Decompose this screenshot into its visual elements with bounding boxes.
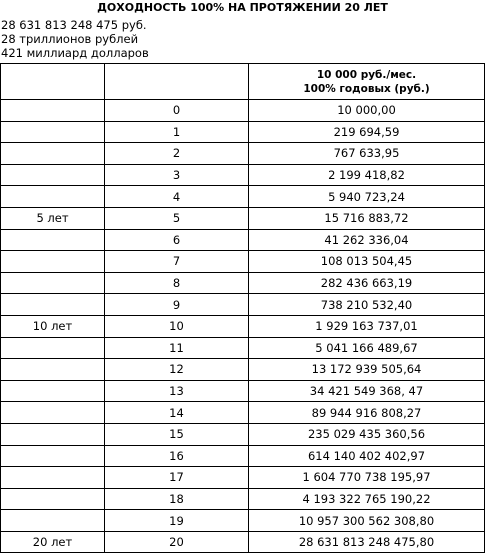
- amount-cell: 5 940 723,24: [249, 186, 485, 208]
- amount-cell: 738 210 532,40: [249, 294, 485, 316]
- table-row: [1, 100, 485, 122]
- table-row: [1, 121, 485, 143]
- period-cell: 20 лет: [1, 531, 105, 553]
- period-cell: [1, 251, 105, 273]
- year-cell: 7: [105, 251, 249, 273]
- table-row: [1, 467, 485, 489]
- table-row: [1, 337, 485, 359]
- header-year-cell: [105, 64, 249, 100]
- table-row: [1, 186, 485, 208]
- year-cell: 10: [105, 315, 249, 337]
- amount-cell: 4 193 322 765 190,22: [249, 488, 485, 510]
- header-period-cell: [1, 64, 105, 100]
- amount-cell: 282 436 663,19: [249, 272, 485, 294]
- header-amount-cell: [249, 64, 485, 100]
- table-body: [1, 64, 485, 553]
- amount-cell: 219 694,59: [249, 121, 485, 143]
- table-row: [1, 315, 485, 337]
- table-row: [1, 510, 485, 532]
- year-cell: 5: [105, 207, 249, 229]
- amount-cell: 89 944 916 808,27: [249, 402, 485, 424]
- period-cell: [1, 294, 105, 316]
- table-row: [1, 445, 485, 467]
- year-cell: 20: [105, 531, 249, 553]
- table-row: [1, 251, 485, 273]
- period-cell: [1, 143, 105, 165]
- period-cell: 5 лет: [1, 207, 105, 229]
- year-cell: 13: [105, 380, 249, 402]
- period-cell: [1, 100, 105, 122]
- period-cell: [1, 467, 105, 489]
- year-cell: 3: [105, 164, 249, 186]
- amount-cell: 2 199 418,82: [249, 164, 485, 186]
- amount-cell: 5 041 166 489,67: [249, 337, 485, 359]
- year-cell: 16: [105, 445, 249, 467]
- year-cell: 1: [105, 121, 249, 143]
- table-row: [1, 402, 485, 424]
- summary-billions-dollars: 421 миллиард долларов: [1, 46, 149, 60]
- period-cell: 10 лет: [1, 315, 105, 337]
- period-cell: [1, 272, 105, 294]
- table-row: [1, 488, 485, 510]
- summary-total-rubles: 28 631 813 248 475 руб.: [1, 18, 147, 32]
- amount-cell: 108 013 504,45: [249, 251, 485, 273]
- period-cell: [1, 488, 105, 510]
- year-cell: 11: [105, 337, 249, 359]
- table-row: [1, 294, 485, 316]
- amount-cell: 235 029 435 360,56: [249, 423, 485, 445]
- amount-cell: 1 929 163 737,01: [249, 315, 485, 337]
- year-cell: 2: [105, 143, 249, 165]
- period-cell: [1, 359, 105, 381]
- table-row: [1, 423, 485, 445]
- period-cell: [1, 186, 105, 208]
- year-cell: 8: [105, 272, 249, 294]
- header-amount-line1: 10 000 руб./мес.: [316, 68, 417, 81]
- table-row: [1, 229, 485, 251]
- year-cell: 15: [105, 423, 249, 445]
- amount-cell: 28 631 813 248 475,80: [249, 531, 485, 553]
- table-row: [1, 531, 485, 553]
- period-cell: [1, 445, 105, 467]
- year-cell: 14: [105, 402, 249, 424]
- summary-trillions-rubles: 28 триллионов рублей: [1, 32, 139, 46]
- amount-cell: 1 604 770 738 195,97: [249, 467, 485, 489]
- amount-cell: 13 172 939 505,64: [249, 359, 485, 381]
- table-row: [1, 359, 485, 381]
- period-cell: [1, 121, 105, 143]
- amount-cell: 41 262 336,04: [249, 229, 485, 251]
- year-cell: 4: [105, 186, 249, 208]
- year-cell: 9: [105, 294, 249, 316]
- year-cell: 6: [105, 229, 249, 251]
- period-cell: [1, 380, 105, 402]
- table-row: [1, 207, 485, 229]
- page-title: ДОХОДНОСТЬ 100% НА ПРОТЯЖЕНИИ 20 ЛЕТ: [97, 1, 388, 14]
- returns-table: [0, 63, 485, 553]
- period-cell: [1, 510, 105, 532]
- header-amount-line2: 100% годовых (руб.): [303, 82, 430, 95]
- table-row: [1, 272, 485, 294]
- period-cell: [1, 402, 105, 424]
- year-cell: 19: [105, 510, 249, 532]
- amount-cell: 10 000,00: [249, 100, 485, 122]
- table-row: [1, 164, 485, 186]
- period-cell: [1, 423, 105, 445]
- amount-cell: 767 633,95: [249, 143, 485, 165]
- period-cell: [1, 164, 105, 186]
- table-row: [1, 143, 485, 165]
- year-cell: 0: [105, 100, 249, 122]
- year-cell: 17: [105, 467, 249, 489]
- amount-cell: 10 957 300 562 308,80: [249, 510, 485, 532]
- table-header-row: [1, 64, 485, 100]
- amount-cell: 614 140 402 402,97: [249, 445, 485, 467]
- period-cell: [1, 229, 105, 251]
- amount-cell: 34 421 549 368, 47: [249, 380, 485, 402]
- table-row: [1, 380, 485, 402]
- amount-cell: 15 716 883,72: [249, 207, 485, 229]
- period-cell: [1, 337, 105, 359]
- year-cell: 12: [105, 359, 249, 381]
- year-cell: 18: [105, 488, 249, 510]
